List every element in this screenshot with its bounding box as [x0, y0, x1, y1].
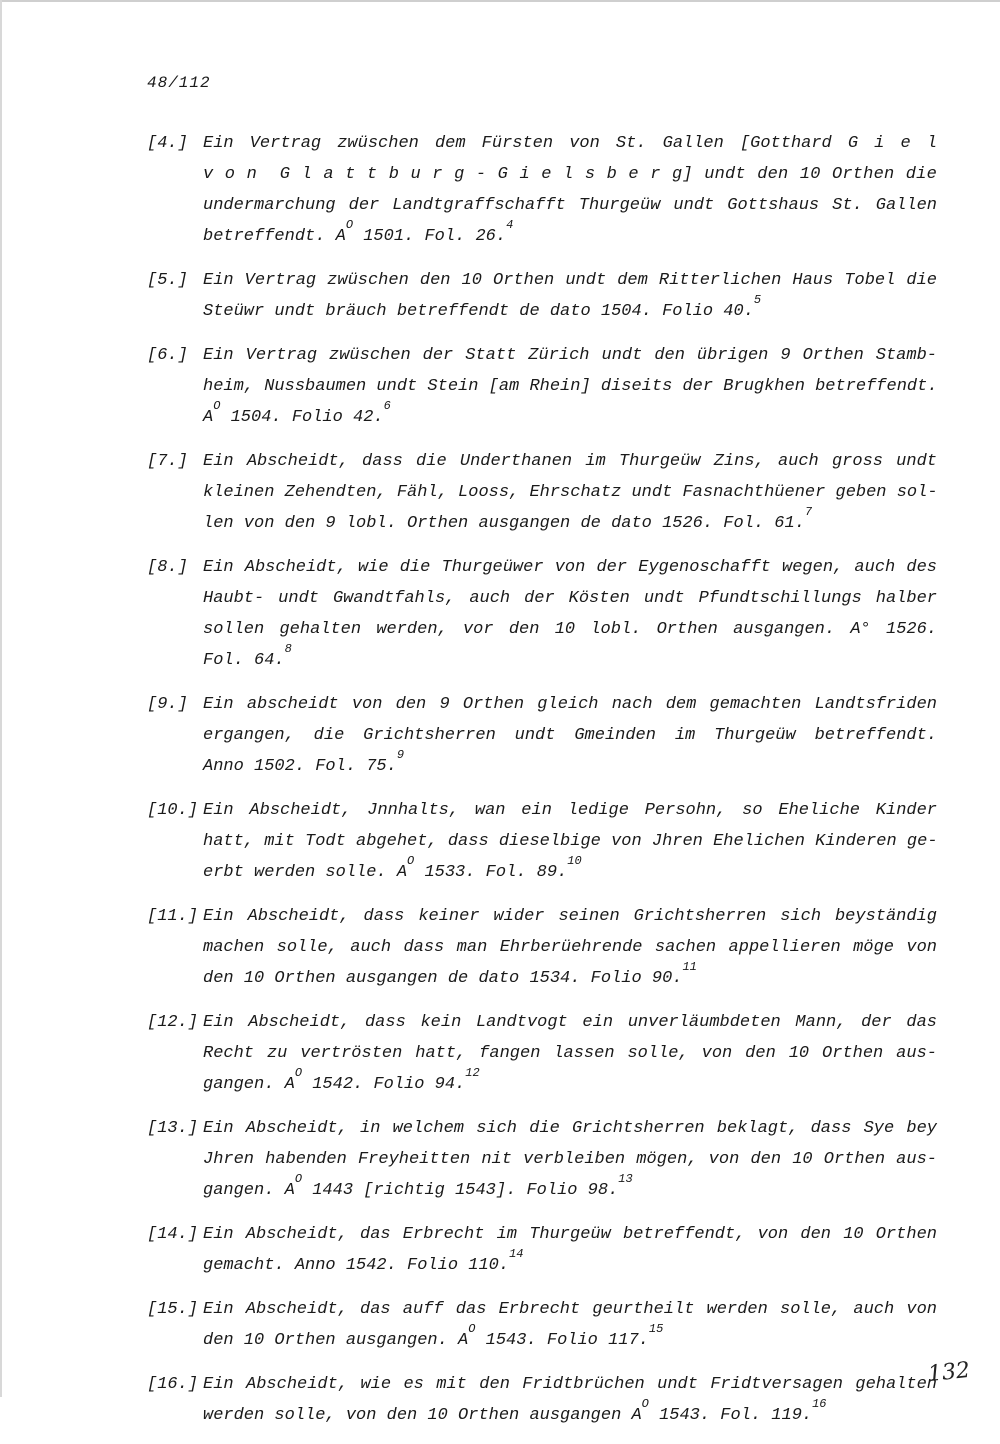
- entry-line: Ein Vertrag zwüschen dem Fürsten von St. Gallen [Gotthard G i e l: [203, 134, 937, 153]
- entry-line-last: den 10 Orthen ausgangen. $A^O$ 1543. Folio 117.15: [203, 1322, 664, 1350]
- page-reference: 48/112: [147, 74, 211, 92]
- entry: [147, 1113, 937, 1206]
- entry: [147, 1369, 937, 1431]
- entry-line-last: Anno 1502. Fol. 75.$^9$: [203, 748, 405, 776]
- entry-text: [203, 128, 937, 252]
- entry-line: Ein Abscheidt, dass kein Landtvogt ein unverläumbdeten Mann, der das: [203, 1013, 937, 1032]
- entry-line-last: werden solle, von den 10 Orthen ausgangen $A^O$ 1543. Fol. 119.16: [203, 1397, 827, 1425]
- entry-text: [203, 340, 937, 433]
- footnote-marker: 4: [506, 218, 514, 232]
- entry-line-last: erbt werden solle. $A^O$ 1533. Fol. 89.10: [203, 854, 582, 882]
- entry-line-last: Fol. 64.$^8$: [203, 642, 292, 670]
- entry-line: v o n G l a t t b u r g - G i e l s b e r g] undt den 10 Orthen die: [203, 165, 937, 184]
- footnote-marker: 5: [753, 293, 762, 307]
- entry-number: [6.]: [147, 346, 188, 365]
- entry-line: Jhren habenden Freyheitten nit verbleiben mögen, von den 10 Orthen aus-: [203, 1150, 937, 1169]
- entry-number: [9.]: [147, 695, 188, 714]
- footnote-marker: 8: [284, 642, 292, 656]
- entry-text: [203, 446, 937, 539]
- entry-number: [15.]: [147, 1300, 199, 1319]
- footnote-marker: 13: [618, 1172, 633, 1186]
- entry-line: Ein Abscheidt, in welchem sich die Grichtsherren beklagt, dass Sye bey: [203, 1119, 937, 1138]
- entry-text: [203, 552, 937, 676]
- entry-number: [14.]: [147, 1225, 199, 1244]
- entry-line: machen solle, auch dass man Ehrberüehrende sachen appellieren möge von: [203, 938, 937, 957]
- entry-text: [203, 901, 937, 994]
- page-left-edge: [0, 0, 2, 1397]
- entry-line-last: den 10 Orthen ausgangen de dato 1534. Folio 90.11: [203, 960, 697, 988]
- footnote-marker: 14: [509, 1247, 524, 1261]
- entry: [147, 689, 937, 782]
- entry: [147, 265, 937, 327]
- anno-superscript: O: [641, 1397, 649, 1411]
- entry-number: [8.]: [147, 558, 188, 577]
- entry-text: [203, 1113, 937, 1206]
- entry-number: [10.]: [147, 801, 199, 820]
- entry-line: kleinen Zehendten, Fähl, Looss, Ehrschatz undt Fasnachthüener geben sol-: [203, 483, 938, 502]
- entry: [147, 1007, 937, 1100]
- entry-line: Haubt- undt Gwandtfahls, auch der Kösten undt Pfundtschillungs halber: [203, 589, 937, 608]
- entry-number: [11.]: [147, 907, 199, 926]
- entry-line-last: betreffendt. $A^O$ 1501. Fol. 26.$^4$: [203, 218, 514, 246]
- entry-line: Ein Abscheidt, dass die Underthanen im Thurgeüw Zins, auch gross undt: [203, 452, 937, 471]
- entry: [147, 552, 937, 676]
- footnote-marker: 6: [383, 399, 391, 413]
- footnote-marker: 9: [396, 748, 405, 762]
- entry-line: ergangen, die Grichtsherren undt Gmeinden im Thurgeüw betreffendt.: [203, 726, 937, 745]
- entry-text: [203, 1369, 937, 1431]
- entry: [147, 446, 937, 539]
- anno-superscript: O: [345, 218, 354, 232]
- entry: [147, 795, 937, 888]
- entry-number: [7.]: [147, 452, 188, 471]
- entry-number: [5.]: [147, 271, 188, 290]
- footnote-marker: 12: [465, 1066, 480, 1080]
- entry-line: heim, Nussbaumen undt Stein [am Rhein] diseits der Brugkhen betreffendt.: [203, 377, 938, 396]
- footnote-marker: 10: [567, 854, 582, 868]
- entry-line-last: gangen. $A^O$ 1443 [richtig 1543]. Folio 98.13: [203, 1172, 633, 1200]
- entry-line: Ein Abscheidt, dass keiner wider seinen Grichtsherren sich beyständig: [203, 907, 937, 926]
- footnote-marker: 16: [812, 1397, 827, 1411]
- entry-line: Ein abscheidt von den 9 Orthen gleich nach dem gemachten Landtsfriden: [203, 695, 937, 714]
- entry-line: Ein Abscheidt, Jnnhalts, wan ein ledige Persohn, so Eheliche Kinder: [203, 801, 937, 820]
- entry-line-last: gangen. $A^O$ 1542. Folio 94.12: [203, 1066, 480, 1094]
- anno-superscript: O: [213, 399, 221, 413]
- anno-superscript: O: [294, 1172, 303, 1186]
- entry-line: sollen gehalten werden, vor den 10 lobl. Orthen ausgangen. A° 1526.: [203, 620, 937, 639]
- entry-text: [203, 795, 937, 888]
- entry: [147, 340, 937, 433]
- entry-text: [203, 1294, 937, 1356]
- entry-line-last: len von den 9 lobl. Orthen ausgangen de dato 1526. Fol. 61.$^7$: [203, 505, 813, 533]
- entry-line-last: gemacht. Anno 1542. Folio 110.14: [203, 1247, 524, 1275]
- footnote-marker: 7: [804, 505, 813, 519]
- entry-line: Ein Abscheidt, das Erbrecht im Thurgeüw betreffendt, von den 10 Orthen: [203, 1225, 937, 1244]
- entry-line: Ein Abscheidt, wie die Thurgeüwer von der Eygenoschafft wegen, auch des: [203, 558, 937, 577]
- entry-text: [203, 265, 937, 327]
- entry-line: Recht zu vertrösten hatt, fangen lassen solle, von den 10 Orthen aus-: [203, 1044, 937, 1063]
- entry-line: Ein Vertrag zwüschen den 10 Orthen undt dem Ritterlichen Haus Tobel die: [203, 271, 937, 290]
- entry: [147, 901, 937, 994]
- footnote-marker: 11: [682, 960, 697, 974]
- entry-list: [147, 128, 937, 1444]
- page-top-edge: [0, 0, 1000, 2]
- entry: [147, 128, 937, 252]
- handwritten-folio-number: 132: [926, 1357, 972, 1388]
- footnote-marker: 15: [648, 1322, 664, 1336]
- entry-text: [203, 1007, 937, 1100]
- anno-superscript: O: [294, 1066, 303, 1080]
- entry-line: hatt, mit Todt abgehet, dass dieselbige von Jhren Ehelichen Kinderen ge-: [203, 832, 938, 851]
- entry-number: [16.]: [147, 1375, 199, 1394]
- entry-number: [13.]: [147, 1119, 199, 1138]
- anno-superscript: O: [407, 854, 415, 868]
- entry-line: undermarchung der Landtgraffschafft Thurgeüw undt Gottshaus St. Gallen: [203, 196, 937, 215]
- entry-line: Ein Abscheidt, wie es mit den Fridtbrüchen undt Fridtversagen gehalten: [203, 1375, 937, 1394]
- entry-line-last: $A^O$ 1504. Folio 42.$^6$: [203, 399, 391, 427]
- anno-superscript: O: [468, 1322, 476, 1336]
- entry-number: [4.]: [147, 134, 188, 153]
- entry-text: [203, 1219, 937, 1281]
- entry-line: Ein Abscheidt, das auff das Erbrecht geurtheilt werden solle, auch von: [203, 1300, 937, 1319]
- entry: [147, 1219, 937, 1281]
- entry-line: Ein Vertrag zwüschen der Statt Zürich undt den übrigen 9 Orthen Stamb-: [203, 346, 937, 365]
- entry-text: [203, 689, 937, 782]
- entry: [147, 1294, 937, 1356]
- entry-line-last: Steüwr undt bräuch betreffendt de dato 1504. Folio 40.$^5$: [203, 293, 762, 321]
- entry-number: [12.]: [147, 1013, 199, 1032]
